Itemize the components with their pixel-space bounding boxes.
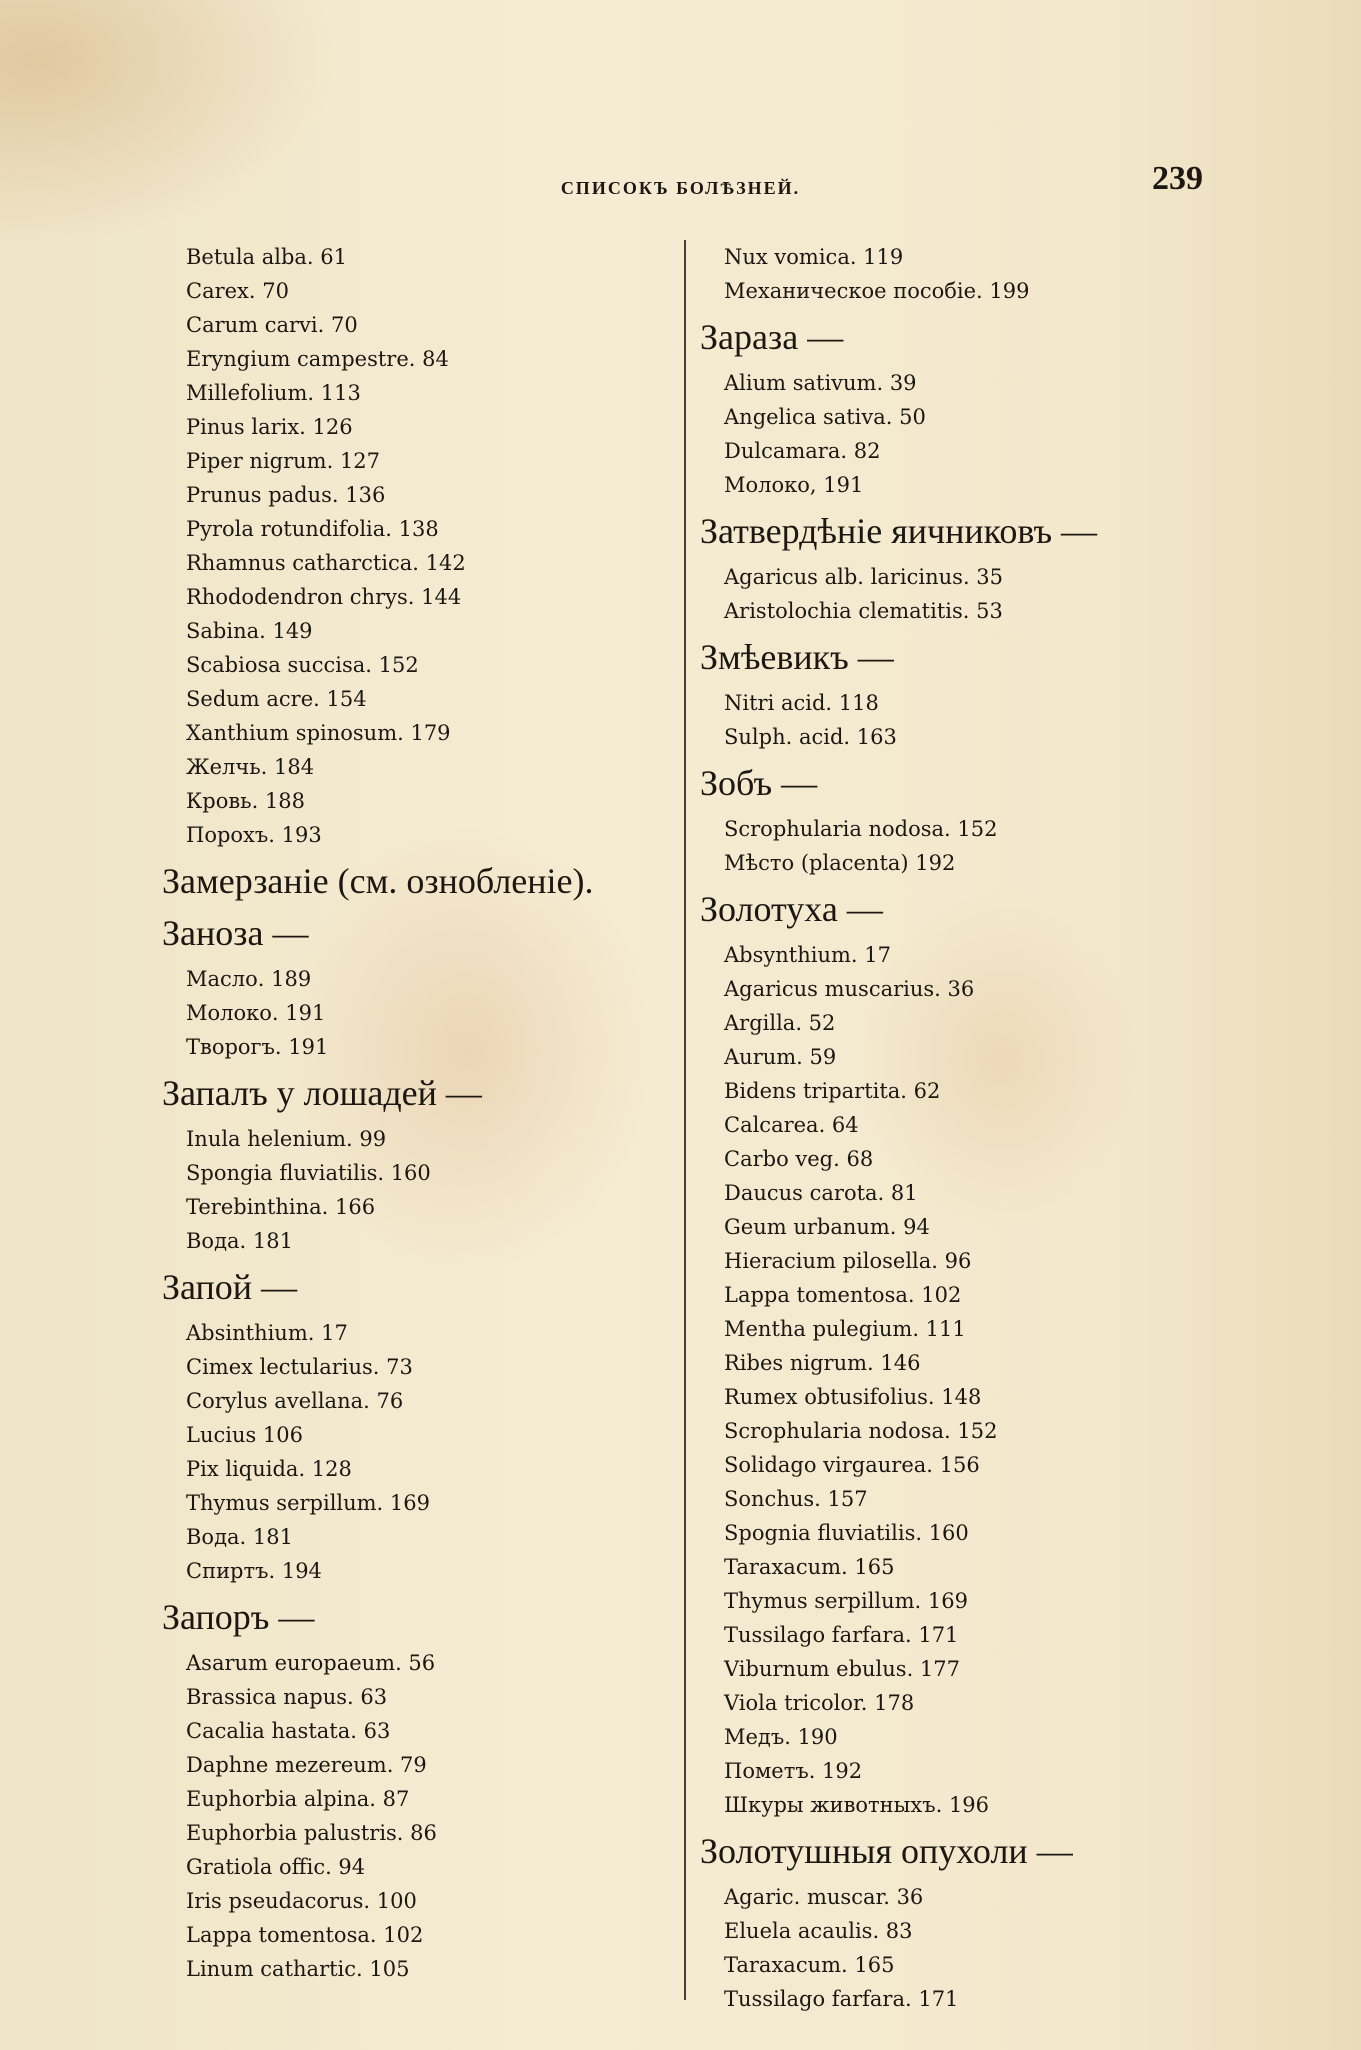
disease-heading: Золотушныя опухоли — (700, 1831, 1073, 1871)
remedy-entry: Thymus serpillum. 169 (186, 1491, 430, 1515)
remedy-entry: Sulph. acid. 163 (724, 725, 897, 749)
remedy-entry: Agaricus muscarius. 36 (724, 977, 975, 1001)
right-column (700, 240, 1194, 2016)
remedy-entry: Pinus larix. 126 (186, 415, 353, 439)
remedy-entry: Argilla. 52 (724, 1011, 836, 1035)
remedy-entry: Linum cathartic. 105 (186, 1957, 410, 1981)
disease-heading: Золотуха — (700, 889, 883, 929)
remedy-entry: Euphorbia palustris. 86 (186, 1821, 437, 1845)
remedy-entry: Lappa tomentosa. 102 (186, 1923, 424, 1947)
remedy-entry: Solidago virgaurea. 156 (724, 1453, 980, 1477)
remedy-entry: Carbo veg. 68 (724, 1147, 874, 1171)
remedy-entry: Lappa tomentosa. 102 (724, 1283, 962, 1307)
left-column (162, 240, 666, 1986)
remedy-entry: Пометъ. 192 (724, 1759, 863, 1783)
remedy-entry: Agaric. muscar. 36 (724, 1885, 924, 1909)
remedy-entry: Масло. 189 (186, 967, 312, 991)
remedy-entry: Corylus avellana. 76 (186, 1389, 404, 1413)
disease-heading: Зараза — (700, 317, 844, 357)
remedy-entry: Шкуры животныхъ. 196 (724, 1793, 990, 1817)
remedy-entry: Rhamnus catharctica. 142 (186, 551, 466, 575)
running-head: СПИСОКЪ БОЛѢЗНЕЙ. (560, 178, 801, 198)
remedy-entry: Вода. 181 (186, 1229, 293, 1253)
remedy-entry: Mentha pulegium. 111 (724, 1317, 966, 1341)
remedy-entry: Pyrola rotundifolia. 138 (186, 517, 439, 541)
column-divider (684, 240, 686, 2000)
remedy-entry: Spongia fluviatilis. 160 (186, 1161, 431, 1185)
remedy-entry: Aurum. 59 (724, 1045, 837, 1069)
disease-heading: Заноза — (162, 913, 309, 953)
remedy-entry: Absinthium. 17 (186, 1321, 348, 1345)
remedy-entry: Медъ. 190 (724, 1725, 838, 1749)
remedy-entry: Bidens tripartita. 62 (724, 1079, 941, 1103)
remedy-entry: Молоко. 191 (186, 1001, 326, 1025)
remedy-entry: Terebinthina. 166 (186, 1195, 376, 1219)
disease-heading: Запоръ — (162, 1597, 315, 1637)
remedy-entry: Asarum europaeum. 56 (186, 1651, 436, 1675)
disease-heading: Змѣевикъ — (700, 637, 894, 677)
remedy-entry: Lucius 106 (186, 1423, 304, 1447)
remedy-entry: Dulcamara. 82 (724, 439, 881, 463)
remedy-entry: Ribes nigrum. 146 (724, 1351, 921, 1375)
remedy-entry: Geum urbanum. 94 (724, 1215, 930, 1239)
remedy-entry: Pix liquida. 128 (186, 1457, 352, 1481)
remedy-entry: Nux vomica. 119 (724, 245, 904, 269)
remedy-entry: Prunus padus. 136 (186, 483, 386, 507)
remedy-entry: Calcarea. 64 (724, 1113, 859, 1137)
disease-heading: Замерзаніе (см. ознобленіе). (162, 861, 594, 901)
disease-heading: Зобъ — (700, 763, 818, 803)
remedy-entry: Sedum acre. 154 (186, 687, 367, 711)
remedy-entry: Механическое пособіе. 199 (724, 279, 1030, 303)
remedy-entry: Gratiola offic. 94 (186, 1855, 366, 1879)
remedy-entry: Спиртъ. 194 (186, 1559, 322, 1583)
remedy-entry: Betula alba. 61 (186, 245, 348, 269)
remedy-entry: Scabiosa succisa. 152 (186, 653, 419, 677)
remedy-entry: Tussilago farfara. 171 (724, 1623, 959, 1647)
remedy-entry: Euphorbia alpina. 87 (186, 1787, 410, 1811)
remedy-entry: Rumex obtusifolius. 148 (724, 1385, 982, 1409)
remedy-entry: Молоко, 191 (724, 473, 864, 497)
remedy-entry: Sonchus. 157 (724, 1487, 868, 1511)
remedy-entry: Aristolochia clematitis. 53 (724, 599, 1003, 623)
remedy-entry: Xanthium spinosum. 179 (186, 721, 451, 745)
remedy-entry: Millefolium. 113 (186, 381, 361, 405)
remedy-entry: Eryngium campestre. 84 (186, 347, 449, 371)
remedy-entry: Taraxacum. 165 (724, 1555, 895, 1579)
remedy-entry: Порохъ. 193 (186, 823, 322, 847)
remedy-entry: Daphne mezereum. 79 (186, 1753, 427, 1777)
remedy-entry: Viola tricolor. 178 (724, 1691, 915, 1715)
remedy-entry: Scrophularia nodosa. 152 (724, 817, 998, 841)
remedy-entry: Вода. 181 (186, 1525, 293, 1549)
remedy-entry: Alium sativum. 39 (724, 371, 917, 395)
disease-heading: Затвердѣніе яичниковъ — (700, 511, 1098, 551)
remedy-entry: Творогъ. 191 (186, 1035, 329, 1059)
remedy-entry: Tussilago farfara. 171 (724, 1987, 959, 2011)
remedy-entry: Мѣсто (placenta) 192 (724, 851, 956, 875)
remedy-entry: Hieracium pilosella. 96 (724, 1249, 972, 1273)
remedy-entry: Absynthium. 17 (724, 943, 891, 967)
remedy-entry: Желчь. 184 (186, 755, 315, 779)
disease-heading: Запой — (162, 1267, 298, 1307)
remedy-entry: Viburnum ebulus. 177 (724, 1657, 961, 1681)
remedy-entry: Iris pseudacorus. 100 (186, 1889, 417, 1913)
remedy-entry: Agaricus alb. laricinus. 35 (724, 565, 1004, 589)
remedy-entry: Nitri acid. 118 (724, 691, 879, 715)
remedy-entry: Spognia fluviatilis. 160 (724, 1521, 969, 1545)
remedy-entry: Cacalia hastata. 63 (186, 1719, 391, 1743)
remedy-entry: Sabina. 149 (186, 619, 313, 643)
remedy-entry: Taraxacum. 165 (724, 1953, 895, 1977)
remedy-entry: Eluela acaulis. 83 (724, 1919, 913, 1943)
disease-heading: Запалъ у лошадей — (162, 1073, 482, 1113)
remedy-entry: Carum carvi. 70 (186, 313, 358, 337)
remedy-entry: Angelica sativa. 50 (724, 405, 926, 429)
remedy-entry: Brassica napus. 63 (186, 1685, 388, 1709)
remedy-entry: Carex. 70 (186, 279, 289, 303)
remedy-entry: Cimex lectularius. 73 (186, 1355, 413, 1379)
remedy-entry: Scrophularia nodosa. 152 (724, 1419, 998, 1443)
remedy-entry: Daucus carota. 81 (724, 1181, 918, 1205)
remedy-entry: Inula helenium. 99 (186, 1127, 387, 1151)
page-number: 239 (1152, 160, 1203, 197)
remedy-entry: Rhododendron chrys. 144 (186, 585, 462, 609)
remedy-entry: Thymus serpillum. 169 (724, 1589, 968, 1613)
remedy-entry: Piper nigrum. 127 (186, 449, 381, 473)
remedy-entry: Кровь. 188 (186, 789, 306, 813)
